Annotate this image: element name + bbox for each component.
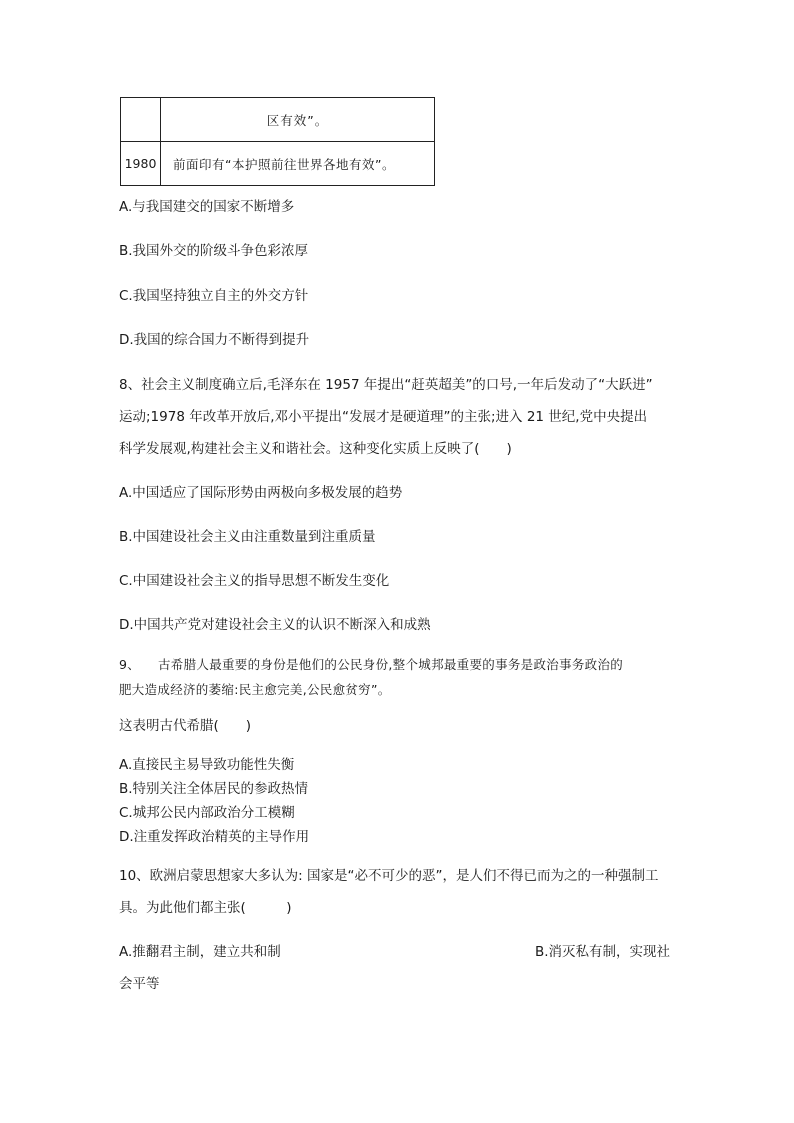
q9-stem-line2: 肥大造成经济的萎缩:民主愈完美,公民愈贫穷”。 [119, 682, 391, 697]
q8-option-c: C.中国建设社会主义的指导思想不断发生变化 [119, 573, 390, 589]
q9-option-d: D.注重发挥政治精英的主导作用 [119, 829, 310, 845]
passport-table [120, 97, 435, 186]
q9-number: 9、 [119, 657, 141, 672]
q10-stem-line2: 具。为此他们都主张( ) [119, 900, 292, 916]
q9-stem-line1: 古希腊人最重要的身份是他们的公民身份,整个城邦最重要的事务是政治事务政治的 [158, 657, 624, 672]
table-year-cell [121, 98, 161, 142]
q9-stem-line3: 这表明古代希腊( ) [119, 718, 252, 734]
q10-option-b: B.消灭私有制，实现社 [535, 944, 671, 960]
q7-option-d: D.我国的综合国力不断得到提升 [119, 332, 310, 348]
q9-option-a: A.直接民主易导致功能性失衡 [119, 757, 295, 773]
q8-option-d: D.中国共产党对建设社会主义的认识不断深入和成熟 [119, 617, 431, 633]
q9-option-c: C.城邦公民内部政治分工模糊 [119, 805, 295, 821]
table-year-cell: 1980 [121, 142, 161, 186]
q8-option-a: A.中国适应了国际形势由两极向多极发展的趋势 [119, 485, 403, 501]
q10-stem-line1: 10、欧洲启蒙思想家大多认为: 国家是“必不可少的恶”，是人们不得已而为之的一种强制工 [119, 868, 659, 884]
q7-option-b: B.我国外交的阶级斗争色彩浓厚 [119, 243, 309, 259]
table-text-cell: 区有效”。 [161, 98, 435, 142]
q10-option-b-continued: 会平等 [119, 976, 160, 992]
q7-option-c: C.我国坚持独立自主的外交方针 [119, 288, 309, 304]
table-row [121, 98, 435, 142]
q8-stem-line1: 8、社会主义制度确立后,毛泽东在 1957 年提出“赶英超美”的口号,一年后发动了“大跃进” [119, 377, 653, 393]
q7-option-a: A.与我国建交的国家不断增多 [119, 199, 295, 215]
q10-option-a: A.推翻君主制，建立共和制 [119, 944, 281, 960]
table-text-cell: 前面印有“本护照前往世界各地有效”。 [161, 142, 435, 186]
q8-stem-line2: 运动;1978 年改革开放后,邓小平提出“发展才是硬道理”的主张;进入 21 世纪,党中央提出 [119, 409, 648, 425]
q8-option-b: B.中国建设社会主义由注重数量到注重质量 [119, 529, 376, 545]
q9-option-b: B.特别关注全体居民的参政热情 [119, 781, 309, 797]
q8-stem-line3: 科学发展观,构建社会主义和谐社会。这种变化实质上反映了( ) [119, 441, 512, 457]
table-row [121, 142, 435, 186]
